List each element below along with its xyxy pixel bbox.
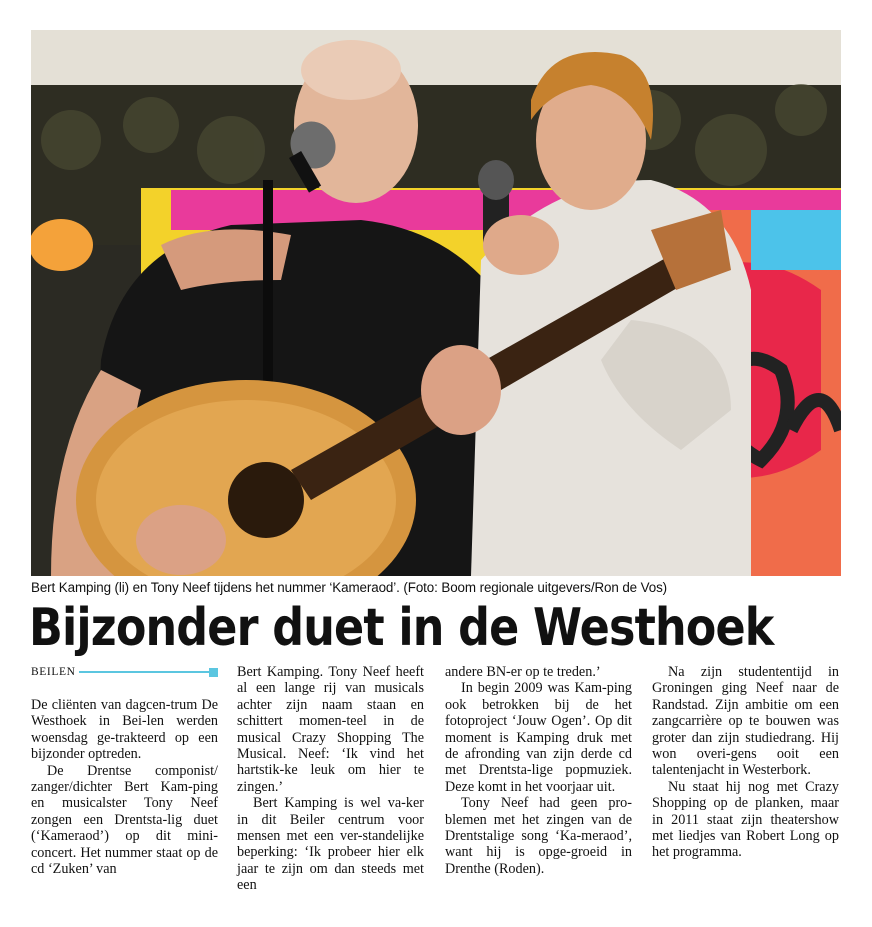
headline: Bijzonder duet in de Westhoek xyxy=(29,598,774,658)
paragraph: Tony Neef had geen pro-blemen met het zingen van de Drentstalige song ‘Ka-meraod’, want hij is opge-groeid in Drenthe (Roden). xyxy=(445,795,632,877)
dateline-rule xyxy=(79,671,209,673)
paragraph: In begin 2009 was Kam-ping ook betrokken bij de het fotoproject ‘Jouw Ogen’. Op dit moment is Kamping druk met de afronding van zijn derde cd met Drentsta-lige popmuziek. Deze komt in het voorjaar uit. xyxy=(445,680,632,795)
article-photo xyxy=(31,30,841,576)
dateline-square xyxy=(209,668,218,677)
dateline xyxy=(31,664,218,680)
paragraph: Nu staat hij nog met Crazy Shopping op de planken, maar in 2011 staat zijn theatershow met liedjes van Robert Long op het programma. xyxy=(652,778,839,861)
two-singers-photo xyxy=(31,30,841,576)
paragraph: Bert Kamping is wel va-ker in dit Beiler centrum voor mensen met een ver-standelijke beperking: ‘Ik probeer hier elk jaar te zijn om dan steeds met een xyxy=(237,795,424,894)
article-column-2 xyxy=(237,664,424,894)
paragraph: De Drentse componist/ zanger/dichter Bert Kam-ping en musicalster Tony Neef zongen een Drentsta-lig duet (‘Kameraod’) op dit mini-concert. Het nummer staat op de cd ‘Zuken’ van xyxy=(31,762,218,878)
paragraph: De cliënten van dagcen-trum De Westhoek in Bei-len werden woensdag ge-trakteerd op een bijzonder optreden. xyxy=(31,697,218,763)
paragraph: Bert Kamping. Tony Neef heeft al een lange rij van musicals achter zijn naam staan en schittert momen-teel in de musical Crazy Shopping The Musical. Neef: ‘Ik vind het hartstik-ke leuk om hier te zingen.’ xyxy=(237,664,424,795)
article-column-1 xyxy=(31,664,218,877)
paragraph: andere BN-er op te treden.’ xyxy=(445,664,601,680)
photo-caption: Bert Kamping (li) en Tony Neef tijdens het nummer ‘Kameraod’. (Foto: Boom regionale uitgevers/Ron de Vos) xyxy=(31,580,668,595)
article-column-4 xyxy=(652,664,839,861)
paragraph: Na zijn studententijd in Groningen ging Neef naar de Randstad. Zijn ambitie om een zangcarrière op te bouwen was groter dan zijn studiedrang. Hij won overi-gens ooit een talentenjacht in Westerbork. xyxy=(652,664,839,779)
article-column-3 xyxy=(445,664,632,877)
dateline-text: BEILEN xyxy=(31,665,76,678)
